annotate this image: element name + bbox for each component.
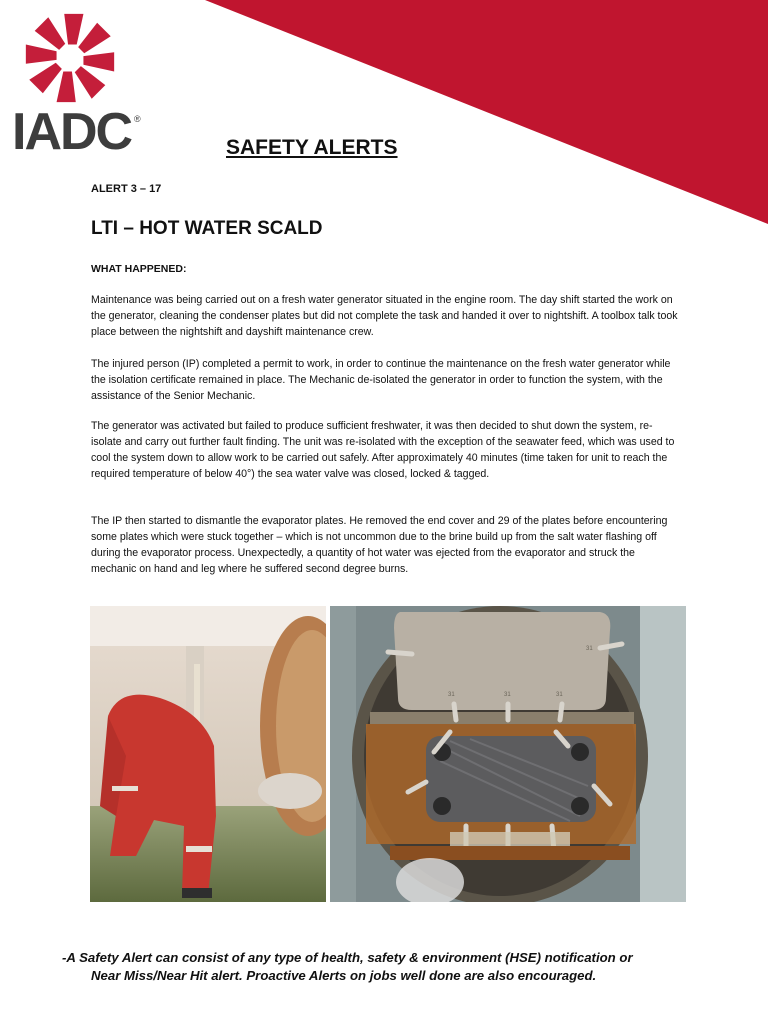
plate-label: 31 (504, 692, 511, 698)
evaporator-plates-icon (330, 606, 686, 902)
plate-label: 31 (448, 692, 455, 698)
worker-in-coveralls-icon (90, 606, 326, 902)
evaporator-photo (330, 606, 686, 902)
footer-line-1: -A Safety Alert can consist of any type of health, safety & environment (HSE) notification or (62, 950, 633, 965)
plate-label: 31 (556, 692, 563, 698)
logo-wordmark: IADC (12, 103, 132, 161)
worker-photo (90, 606, 326, 902)
footer-line-2: Near Miss/Near Hit alert. Proactive Alerts on jobs well done are also encouraged. (91, 968, 597, 983)
paragraph-1: Maintenance was being carried out on a fresh water generator situated in the engine room. The day shift started the work on the generator, cleaning the condenser plates but did not complete the task and handed it over to nightshift. A toolbox talk took place between the nightshift and dayshift maintenance crew. (91, 294, 678, 338)
registered-mark: ® (134, 114, 141, 124)
paragraph-4: The IP then started to dismantle the evaporator plates. He removed the end cover and 29 of the plates before encountering some plates which were stuck together – which is not uncommon due to the brine build up from the salt water flashing off during the evaporator process. Unexpectedly, a quantity of hot water was ejected from the evaporator and struck the mechanic on hand and leg where he suffered second degree burns. (91, 515, 668, 575)
paragraph-2: The injured person (IP) completed a permit to work, in order to continue the maintenance on the fresh water generator while the isolation certificate remained in place. The Mechanic de-isolated the generator in order to function the system, with the assistance of the Senior Mechanic. (91, 358, 671, 402)
paragraph-3: The generator was activated but failed to produce sufficient freshwater, it was then decided to shut down the system, re-isolate and carry out further fault finding. The unit was re-isolated with the exception of the seawater feed, which was used to cool the system down to allow work to be carried out safely. After approximately 40 minutes (time taken for unit to reach the required temperature of below 40°) the sea water valve was closed, locked & tagged. (91, 420, 675, 480)
alert-title: LTI – HOT WATER SCALD (91, 218, 323, 239)
footer-note (62, 949, 742, 985)
iadc-logo-icon (22, 10, 118, 106)
alert-number: ALERT 3 – 17 (91, 183, 162, 195)
plate-label: 31 (586, 646, 593, 652)
section-heading-what-happened: WHAT HAPPENED: (91, 263, 187, 275)
page-title: SAFETY ALERTS (226, 136, 398, 159)
